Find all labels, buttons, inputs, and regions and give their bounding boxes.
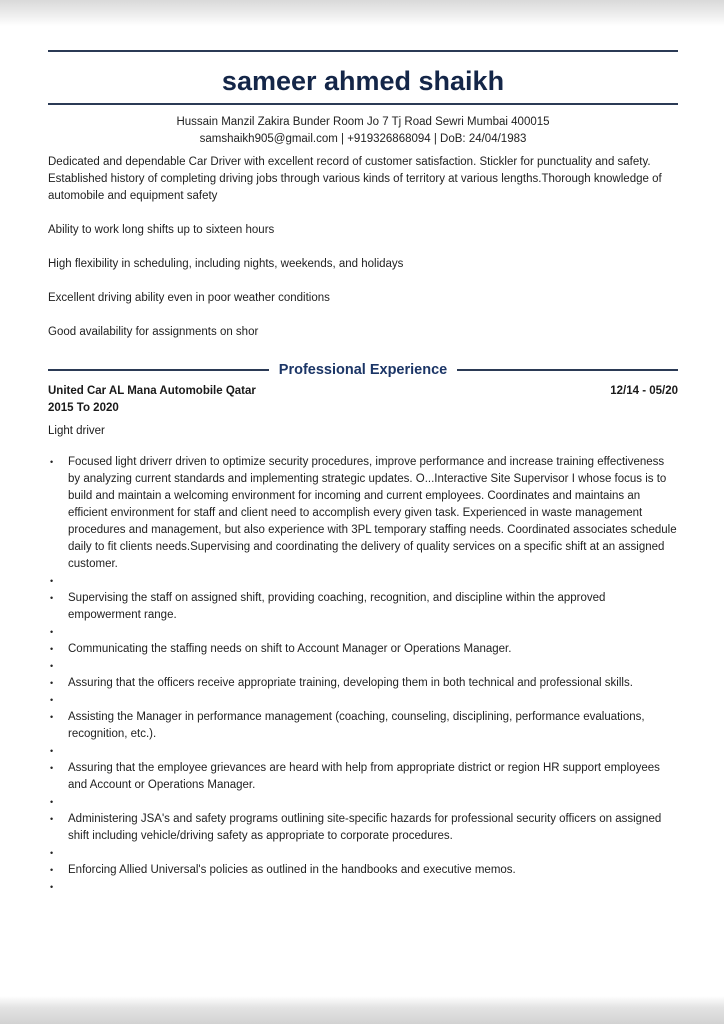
header-top-rule (48, 50, 678, 52)
job-dates: 12/14 - 05/20 (610, 385, 678, 397)
list-item: • Supervising the staff on assigned shift, providing coaching, recognition, and discipline within the approved empowerment range. (48, 590, 678, 624)
skill-item: Ability to work long shifts up to sixteen hours (48, 224, 275, 236)
page-bottom-shadow (0, 996, 724, 1024)
candidate-name: sameer ahmed shaikh (221, 66, 505, 96)
list-item-empty (48, 658, 678, 675)
contact-line: samshaikh905@gmail.com | +919326868094 | DoB: 24/04/1983 (199, 133, 527, 145)
section-title: Professional Experience (278, 362, 448, 378)
list-item-empty (48, 879, 678, 896)
list-item-empty (48, 845, 678, 862)
page-top-shadow (0, 0, 724, 26)
job-role: Light driver (48, 425, 105, 437)
job-period: 2015 To 2020 (48, 402, 119, 414)
job-header (48, 383, 678, 400)
list-item: • Assisting the Manager in performance management (coaching, counseling, disciplining, performance evaluations, recognition, etc.). (48, 709, 678, 743)
company-name: United Car AL Mana Automobile Qatar (48, 385, 256, 397)
summary-paragraph: Dedicated and dependable Car Driver with excellent record of customer satisfaction. Stickler for punctuality and safety. Established history of completing driving jobs through various kinds of territory at various lengths.Thorough knowledge of automobile and equipment safety (48, 156, 662, 202)
list-item: • Communicating the staffing needs on shift to Account Manager or Operations Manager. (48, 641, 678, 658)
list-item-empty (48, 692, 678, 709)
list-item: • Assuring that the employee grievances are heard with help from appropriate district or region HR support employees and Account or Operations Manager. (48, 760, 678, 794)
list-item-empty (48, 624, 678, 641)
section-header-experience (48, 361, 678, 379)
skill-item: Good availability for assignments on shor (48, 326, 259, 338)
list-item: • Administering JSA's and safety programs outlining site-specific hazards for professional security officers on assigned shift including vehicle/driving safety as appropriate to corporate procedures. (48, 811, 678, 845)
list-item: • Focused light driverr driven to optimize security procedures, improve performance and increase training effectiveness by analyzing current standards and implementing strategic updates. O...Interactive Site Supervisor I whose focus is to build and maintain a welcoming environment for incoming and current employees. Coordinates and maintains an efficient environment for staff and client need to accomplish every given task. Experienced in waste management procedures and management, but also experience with 3PL temporary staffing needs. Coordinated associates schedule daily to fit clients needs.Supervising and coordinating the delivery of quality services on a specific shift at an assigned customer. (48, 454, 678, 573)
list-item: • Assuring that the officers receive appropriate training, developing them in both technical and professional skills. (48, 675, 678, 692)
resume-page (48, 50, 678, 896)
list-item-empty (48, 743, 678, 760)
contact-block (48, 114, 678, 148)
address-line: Hussain Manzil Zakira Bunder Room Jo 7 Tj Road Sewri Mumbai 400015 (176, 116, 550, 128)
list-item: • Enforcing Allied Universal's policies as outlined in the handbooks and executive memos. (48, 862, 678, 879)
list-item-empty (48, 794, 678, 811)
experience-bullet-list (48, 454, 678, 896)
header-bottom-rule (48, 103, 678, 105)
skill-item: Excellent driving ability even in poor weather conditions (48, 292, 330, 304)
section-rule-left (48, 369, 269, 371)
list-item-empty (48, 573, 678, 590)
skill-item: High flexibility in scheduling, including nights, weekends, and holidays (48, 258, 404, 270)
section-rule-right (457, 369, 678, 371)
